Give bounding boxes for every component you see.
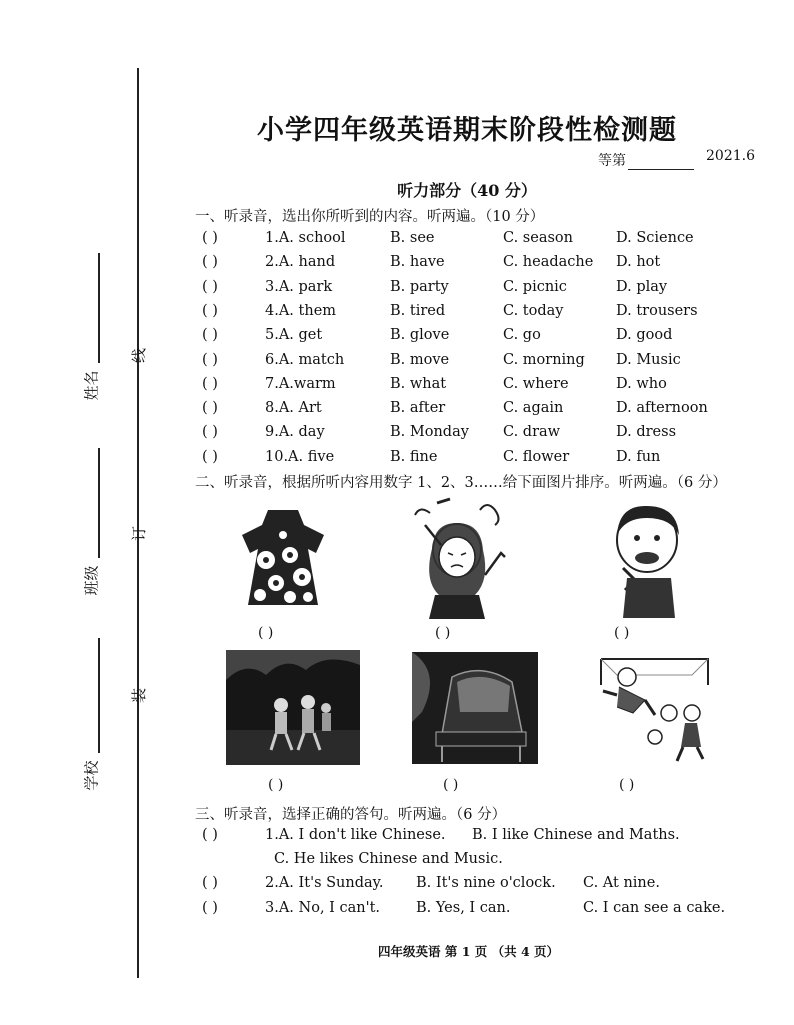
headache-girl-picture [405,495,510,620]
ding-char: 订 [130,525,149,542]
football-picture [597,655,712,765]
line-char: 线 [130,347,149,364]
answer-blank[interactable]: ( ) [202,327,218,344]
option-b: B. fine [390,448,438,465]
option-c: C. go [503,327,541,344]
exam-date: 2021.6 [706,148,755,164]
option-c: C. picnic [503,278,567,295]
option-b: B. what [390,375,447,392]
option-c: C. I can see a cake. [583,900,726,916]
option-d: D. good [616,327,673,344]
option-a: 3.A. park [265,278,333,295]
option-b: B. It's nine o'clock. [416,875,556,891]
answer-blank[interactable]: ( ) [202,875,218,891]
option-c: C. again [503,400,564,417]
grade-field[interactable] [598,150,694,170]
option-b: B. move [390,351,450,368]
class-blank [98,448,100,558]
dress-picture [238,505,328,610]
option-d: D. Music [616,351,681,368]
option-b: B. after [390,400,446,417]
section3-heading: 三、听录音，选择正确的答句。听两遍。（6 分） [195,807,507,823]
option-d: D. fun [616,448,661,465]
answer-blank[interactable]: ( ) [202,351,218,368]
section1-heading: 一、听录音，选出你所听到的内容。听两遍。（10 分） [195,209,545,225]
option-a: 3.A. No, I can't. [265,900,381,916]
page-footer: 四年级英语 第 1 页 （共 4 页） [378,944,560,959]
option-a: 4.A. them [265,302,337,319]
page-title: 小学四年级英语期末阶段性检测题 [257,115,677,146]
option-b: B. Monday [390,424,469,441]
option-a: 8.A. Art [265,400,322,417]
option-d: D. trousers [616,302,698,319]
option-c: C. At nine. [583,875,660,891]
picture3-answer[interactable]: ( ) [614,625,630,641]
name-label: 姓名 [82,370,101,401]
option-b: B. party [390,278,449,295]
section2-heading: 二、听录音，根据所听内容用数字 1、2、3……给下面图片排序。听两遍。（6 分） [195,475,727,491]
school-blank [98,638,100,753]
option-d: D. play [616,278,668,295]
option-d: D. afternoon [616,400,708,417]
option-a: 6.A. match [265,351,345,368]
picture1-answer[interactable]: ( ) [258,625,274,641]
answer-blank[interactable]: ( ) [202,254,218,271]
option-a: 5.A. get [265,327,323,344]
option-a: 9.A. day [265,424,325,441]
grade-label: 等第 [598,153,626,169]
option-a: 1.A. school [265,230,346,246]
option-a: 1.A. I don't like Chinese. [265,827,446,843]
option-c: C. where [503,375,569,392]
answer-blank[interactable]: ( ) [202,827,218,843]
answer-blank[interactable]: ( ) [202,278,218,295]
option-c: C. morning [503,351,585,368]
option-a: 7.A.warm [265,375,336,392]
answer-blank[interactable]: ( ) [202,424,218,441]
answer-blank[interactable]: ( ) [202,448,218,465]
grade-blank[interactable] [628,155,694,170]
option-d: D. hot [616,254,661,271]
picture4-answer[interactable]: ( ) [268,777,284,793]
option-c: C. He likes Chinese and Music. [274,851,503,867]
option-c: C. draw [503,424,561,441]
school-label: 学校 [82,760,101,791]
option-b: B. have [390,254,445,271]
picture2-answer[interactable]: ( ) [435,625,451,641]
running-children-picture [226,650,360,765]
option-c: C. season [503,230,573,246]
listening-title: 听力部分（40 分） [397,181,537,200]
class-label: 班级 [82,565,101,596]
binding-line [137,68,139,978]
option-a: 2.A. hand [265,254,336,271]
name-blank [98,253,100,363]
option-d: D. who [616,375,667,392]
option-b: B. see [390,230,435,246]
answer-blank[interactable]: ( ) [202,400,218,417]
option-c: C. flower [503,448,570,465]
option-a: 2.A. It's Sunday. [265,875,384,891]
answer-blank[interactable]: ( ) [202,900,218,916]
answer-blank[interactable]: ( ) [202,375,218,392]
option-b: B. glove [390,327,450,344]
answer-blank[interactable]: ( ) [202,302,218,319]
option-b: B. Yes, I can. [416,900,511,916]
option-d: D. Science [616,230,694,246]
option-c: C. today [503,302,564,319]
option-d: D. dress [616,424,677,441]
picture5-answer[interactable]: ( ) [443,777,459,793]
piano-picture [412,652,538,764]
picture6-answer[interactable]: ( ) [619,777,635,793]
option-b: B. tired [390,302,446,319]
option-b: B. I like Chinese and Maths. [472,827,680,843]
zhuang-char: 装 [130,687,149,704]
eating-boy-picture [605,500,690,620]
answer-blank[interactable]: ( ) [202,230,218,246]
option-a: 10.A. five [265,448,335,465]
option-c: C. headache [503,254,594,271]
